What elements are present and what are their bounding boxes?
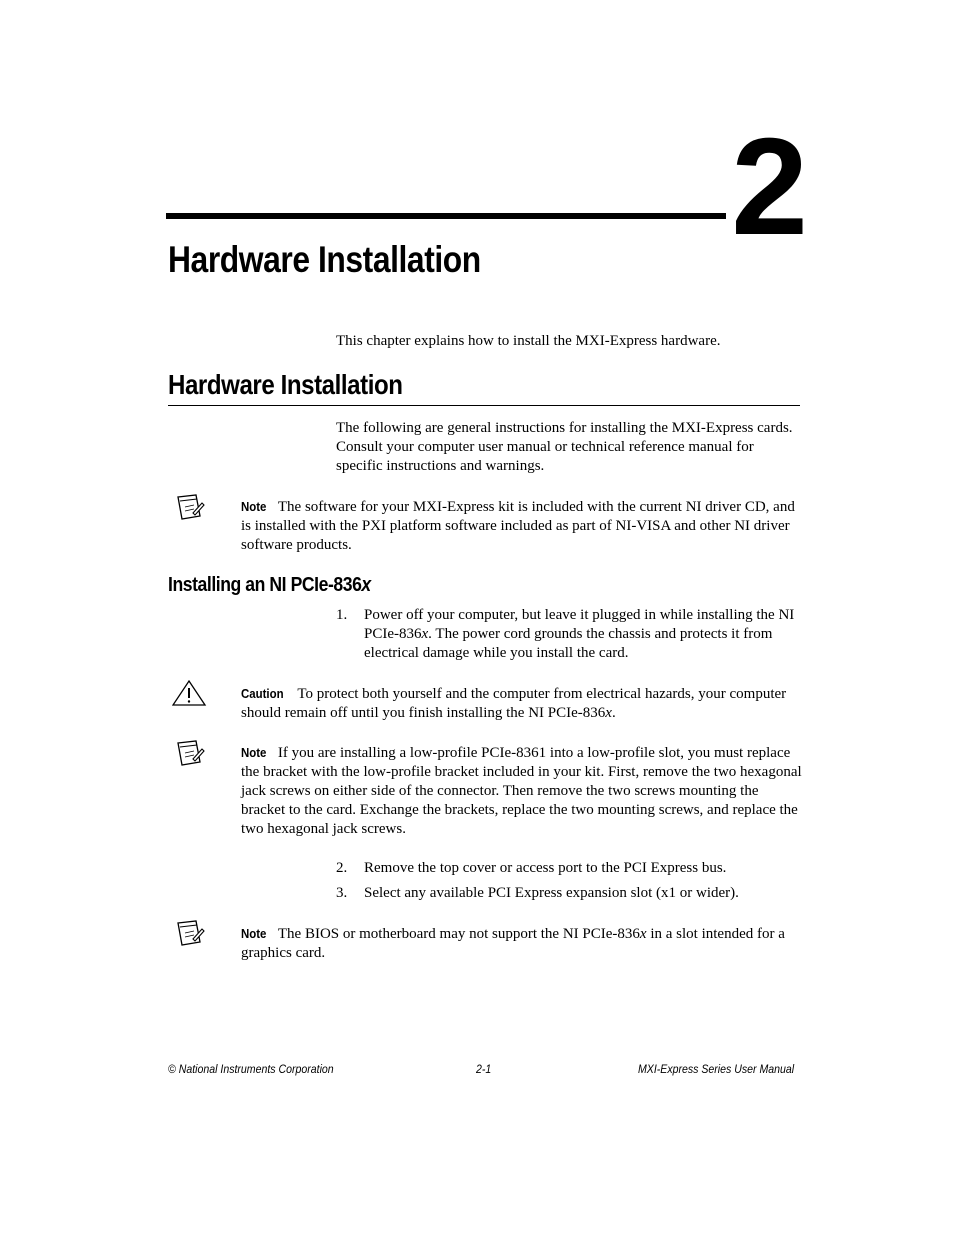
chapter-rule (166, 213, 726, 219)
list-item (336, 606, 802, 663)
note-pad-icon (172, 918, 208, 948)
note-text-var: x (639, 926, 647, 942)
note-text: The software for your MXI-Express kit is included with the current NI driver CD, and is installed with the PXI platform software included as part of NI-VISA and other NI driver software products. (241, 499, 795, 553)
step-number: 1. (336, 607, 348, 623)
subsection-title-var: x (361, 574, 371, 596)
step-text-a: Power off your computer, but leave it plugged in while installing the NI PCIe-836 (364, 607, 795, 642)
chapter-title: Hardware Installation (168, 239, 481, 280)
step-number: 2. (336, 860, 348, 876)
footer-copyright: © National Instruments Corporation (168, 1062, 334, 1076)
caution-triangle-icon (172, 678, 208, 708)
note-1 (241, 497, 803, 555)
step-text (364, 606, 802, 663)
step-text-var: x (421, 626, 429, 642)
chapter-number: 2 (731, 110, 804, 264)
subsection-title-text: Installing an NI PCIe-836 (168, 574, 362, 596)
note-3 (241, 924, 803, 963)
note-label: Note (241, 745, 267, 760)
footer-manual-title: MXI-Express Series User Manual (638, 1062, 795, 1076)
caution-note (241, 684, 803, 723)
note-text: The BIOS or motherboard may not support the NI PCIe-836 (277, 926, 640, 942)
step-text: Select any available PCI Express expansion slot (x1 or wider). (364, 885, 739, 901)
caution-text-end: . (611, 705, 616, 721)
list-item (336, 859, 802, 878)
step-text: Remove the top cover or access port to the PCI Express bus. (364, 860, 727, 876)
note-2 (241, 743, 803, 839)
section-rule (168, 405, 800, 406)
step-number: 3. (336, 885, 348, 901)
footer-page-number: 2-1 (476, 1062, 492, 1076)
caution-text: To protect both yourself and the computer from electrical hazards, your computer should remain off until you finish installing the NI PCIe-836 (241, 686, 787, 721)
note-pad-icon (172, 492, 208, 522)
subsection-title (168, 573, 371, 597)
list-item (336, 884, 802, 903)
note-text: If you are installing a low-profile PCIe-8361 into a low-profile slot, you must replace the bracket with the low-profile bracket included in your kit. First, remove the two hexagonal jack screws on either side of the connector. Then remove the two screws mounting the bracket to the card. Exchange the brackets, replace the two mounting screws, and replace the two hexagonal jack screws. (241, 745, 802, 837)
caution-label: Caution (241, 686, 284, 701)
section-title: Hardware Installation (168, 369, 403, 400)
note-label: Note (241, 499, 267, 514)
note-pad-icon (172, 738, 208, 768)
step-text-b: . The power cord grounds the chassis and protects it from electrical damage while you install the card. (364, 626, 773, 661)
caution-text-var: x (605, 705, 612, 721)
note-label: Note (241, 926, 267, 941)
note-text-end: in a slot intended for a graphics card. (241, 926, 785, 961)
chapter-intro: This chapter explains how to install the MXI-Express hardware. (336, 333, 721, 349)
section-body: The following are general instructions for installing the MXI-Express cards. Consult your computer user manual or technical reference manual for specific instructions and warnings. (336, 420, 793, 474)
